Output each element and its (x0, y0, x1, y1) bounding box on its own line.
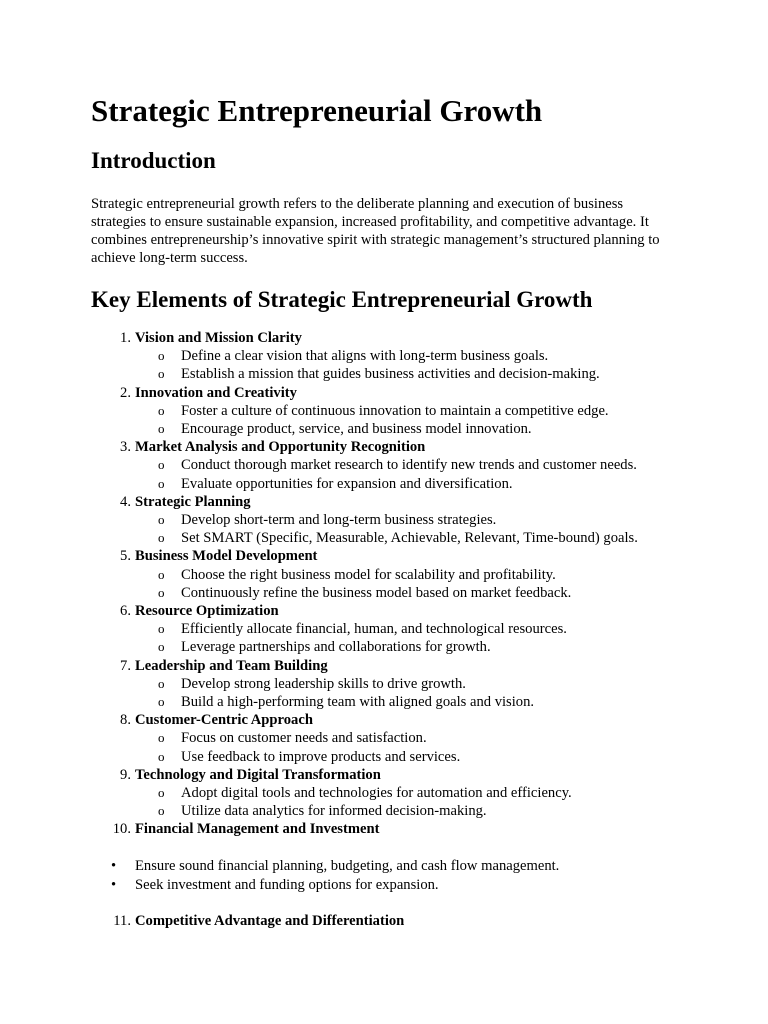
list-sub-item-text: Leverage partnerships and collaborations for growth. (181, 639, 491, 656)
list-item-heading (91, 711, 681, 729)
circle-bullet-icon: o (158, 402, 165, 418)
list-sub-item-text: Build a high-performing team with aligned goals and vision. (181, 694, 535, 711)
list-item-heading (91, 547, 681, 565)
circle-bullet-icon: o (158, 584, 165, 600)
circle-bullet-icon: o (158, 694, 165, 710)
list-sub-item (91, 620, 681, 638)
list-sub-item-text: Focus on customer needs and satisfaction. (181, 730, 427, 747)
list-sub-item-text: Continuously refine the business model based on market feedback. (181, 584, 572, 601)
bullet-item (91, 876, 681, 895)
list-item-title: Customer-Centric Approach (135, 712, 313, 729)
list-sub-item-text: Set SMART (Specific, Measurable, Achievable, Relevant, Time-bound) goals. (181, 530, 638, 547)
list-item-heading (91, 766, 681, 784)
list-sub-item (91, 456, 681, 474)
bullet-item (91, 857, 681, 876)
circle-bullet-icon: o (158, 803, 165, 819)
financial-bullet-list (91, 857, 681, 895)
circle-bullet-icon: o (158, 675, 165, 691)
bullet-item-text: Seek investment and funding options for expansion. (135, 876, 439, 893)
list-sub-item-text: Choose the right business model for scalability and profitability. (181, 566, 556, 583)
list-sub-item-text: Define a clear vision that aligns with long-term business goals. (181, 348, 549, 365)
list-item-heading (91, 602, 681, 620)
list-item-number: 9. (120, 766, 131, 783)
list-sub-item-text: Foster a culture of continuous innovation to maintain a competitive edge. (181, 402, 609, 419)
list-sub-item (91, 584, 681, 602)
list-sub-item (91, 784, 681, 802)
circle-bullet-icon: o (158, 621, 165, 637)
list-sub-item (91, 638, 681, 656)
list-item-number: 5. (120, 548, 131, 565)
list-item-title: Innovation and Creativity (135, 384, 297, 401)
list-item-title: Business Model Development (135, 548, 318, 565)
list-item-number: 1. (120, 330, 131, 346)
bullet-dot-icon: • (111, 876, 117, 893)
list-item-heading (91, 384, 681, 402)
bullet-item-text: Ensure sound financial planning, budgeting, and cash flow management. (135, 857, 560, 874)
circle-bullet-icon: o (158, 785, 165, 801)
list-sub-item (91, 511, 681, 529)
list-item-title: Market Analysis and Opportunity Recognition (135, 439, 426, 456)
list-item-number: 8. (120, 712, 131, 729)
list-item-number: 2. (120, 384, 131, 401)
list-sub-item (91, 420, 681, 438)
list-item-number: 7. (120, 657, 131, 674)
list-item-title: Resource Optimization (135, 603, 279, 620)
list-sub-item-text: Adopt digital tools and technologies for automation and efficiency. (181, 785, 572, 802)
list-item-heading (91, 329, 681, 347)
list-item-title: Vision and Mission Clarity (135, 330, 302, 346)
key-elements-list (91, 329, 681, 839)
document-title: Strategic Entrepreneurial Growth (91, 93, 543, 128)
circle-bullet-icon: o (158, 512, 165, 528)
list-item-heading (91, 912, 681, 930)
circle-bullet-icon: o (158, 421, 165, 437)
list-sub-item (91, 347, 681, 365)
key-elements-heading: Key Elements of Strategic Entrepreneurial Growth (91, 287, 593, 312)
list-item-title: Competitive Advantage and Differentiation (135, 912, 405, 929)
list-sub-item (91, 729, 681, 747)
list-sub-item (91, 566, 681, 584)
list-item-heading (91, 657, 681, 675)
list-sub-item-text: Use feedback to improve products and services. (181, 748, 461, 765)
list-sub-item (91, 802, 681, 820)
list-item-number: 3. (120, 439, 131, 456)
list-sub-item-text: Evaluate opportunities for expansion and diversification. (181, 475, 513, 492)
list-sub-item (91, 675, 681, 693)
list-item-heading (91, 438, 681, 456)
list-sub-item-text: Conduct thorough market research to identify new trends and customer needs. (181, 457, 637, 474)
list-item-number: 4. (120, 493, 131, 510)
circle-bullet-icon: o (158, 730, 165, 746)
circle-bullet-icon: o (158, 566, 165, 582)
list-sub-item-text: Establish a mission that guides business activities and decision-making. (181, 366, 600, 383)
list-item-title: Strategic Planning (135, 493, 251, 510)
list-sub-item-text: Encourage product, service, and business model innovation. (181, 421, 532, 438)
list-item-title: Leadership and Team Building (135, 657, 328, 674)
list-sub-item (91, 693, 681, 711)
introduction-heading: Introduction (91, 148, 216, 173)
list-item-heading (91, 820, 681, 838)
list-item-heading (91, 493, 681, 511)
list-sub-item (91, 365, 681, 383)
list-item-title: Financial Management and Investment (135, 821, 380, 838)
introduction-paragraph: Strategic entrepreneurial growth refers to the deliberate planning and execution of business strategies to ensure sustainable expansion, increased profitability, and competitive advantage. It combines entrepreneurship’s innovative spirit with strategic management’s structured planning to achieve long-term success. (91, 196, 660, 266)
circle-bullet-icon: o (158, 457, 165, 473)
list-sub-item-text: Develop short-term and long-term business strategies. (181, 512, 497, 529)
list-sub-item (91, 475, 681, 493)
list-sub-item-text: Develop strong leadership skills to drive growth. (181, 675, 466, 692)
list-item-number: 6. (120, 603, 131, 620)
list-item-number: 11. (113, 912, 131, 929)
circle-bullet-icon: o (158, 348, 165, 364)
key-elements-list-continued (91, 912, 681, 930)
circle-bullet-icon: o (158, 366, 165, 382)
list-sub-item (91, 402, 681, 420)
list-sub-item-text: Efficiently allocate financial, human, and technological resources. (181, 621, 567, 638)
list-sub-item (91, 529, 681, 547)
list-sub-item-text: Utilize data analytics for informed decision-making. (181, 803, 487, 820)
circle-bullet-icon: o (158, 530, 165, 546)
circle-bullet-icon: o (158, 475, 165, 491)
list-sub-item (91, 748, 681, 766)
circle-bullet-icon: o (158, 639, 165, 655)
list-item-number: 10. (112, 821, 131, 838)
bullet-dot-icon: • (111, 857, 117, 874)
list-item-title: Technology and Digital Transformation (135, 766, 381, 783)
document-page (91, 92, 681, 930)
circle-bullet-icon: o (158, 748, 165, 764)
